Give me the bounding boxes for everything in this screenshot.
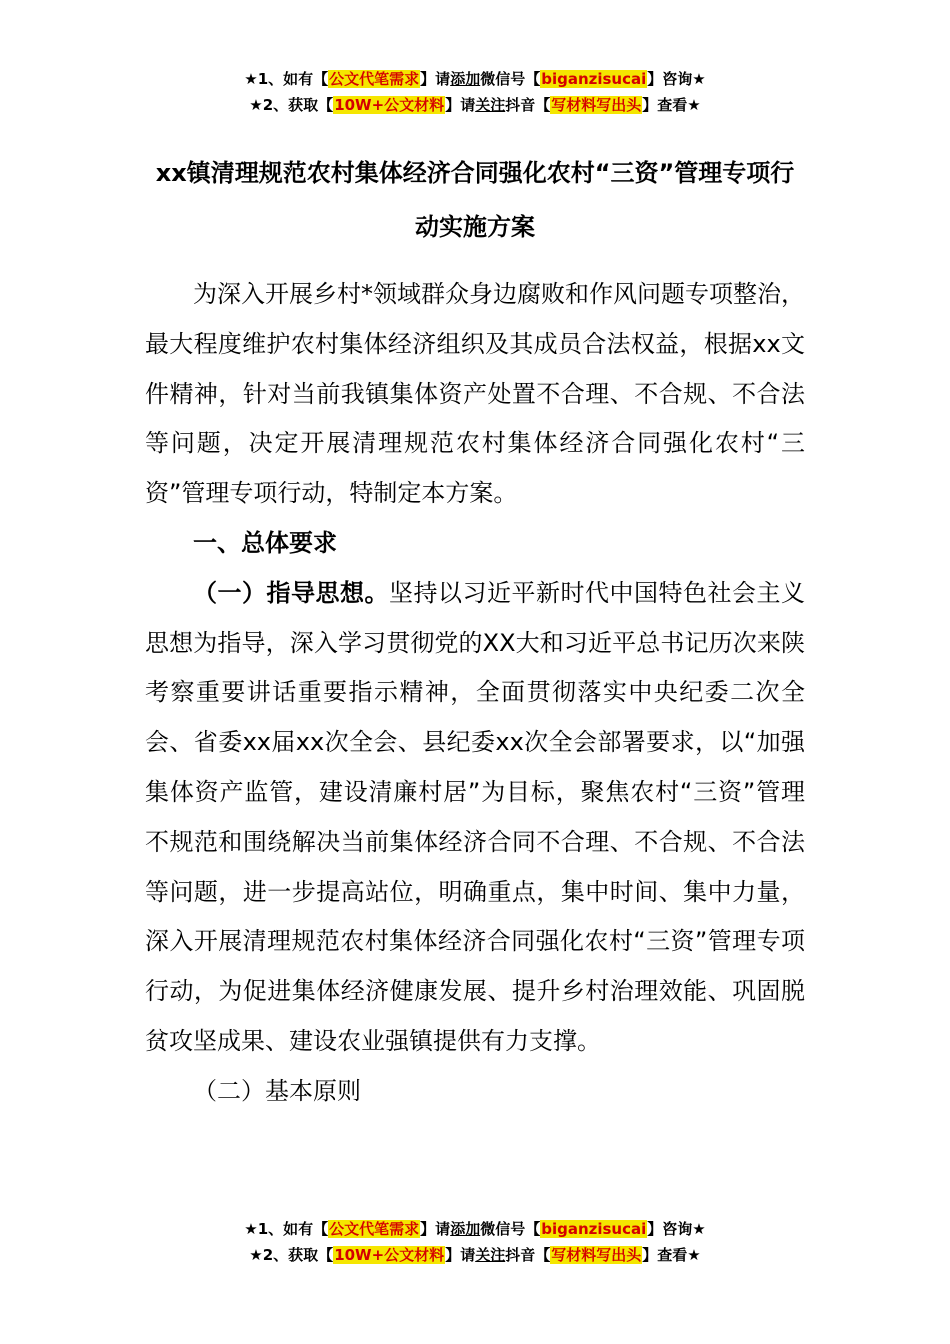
document-body	[145, 270, 805, 1117]
banner-highlight: 公文代笔需求	[329, 70, 420, 88]
banner-text: 】查看★	[642, 1246, 701, 1264]
banner-underline: 关注	[475, 1246, 506, 1264]
section-heading: 一、总体要求	[193, 528, 337, 557]
banner-underline: 添加	[450, 70, 481, 88]
banner-text: ★2、获取【	[249, 1246, 334, 1264]
guiding-thought-paragraph	[145, 569, 805, 1067]
paragraph-text: 坚持以习近平新时代中国特色社会主义思想为指导，深入学习贯彻党的XX大和习近平总书记历次来陕考察重要讲话重要指示精神，全面贯彻落实中央纪委二次全会、省委xx届xx次全会、县纪委xx次全会部署要求，以“加强集体资产监管，建设清廉村居”为目标，聚焦农村“三资”管理不规范和围绕解决当前集体经济合同不合理、不合规、不合法等问题，进一步提高站位，明确重点，集中时间、集中力量，深入开展清理规范农村集体经济合同强化农村“三资”管理专项行动，为促进集体经济健康发展、提升乡村治理效能、巩固脱贫攻坚成果、建设农业强镇提供有力支撑。	[145, 578, 805, 1055]
banner-text: ★2、获取【	[249, 96, 334, 114]
banner-highlight: 公文代笔需求	[329, 1220, 420, 1238]
banner-highlight: 10W+公文材料	[334, 96, 445, 114]
banner-text: 】请	[420, 70, 451, 88]
intro-paragraph: 为深入开展乡村*领域群众身边腐败和作风问题专项整治，最大程度维护农村集体经济组织及其成员合法权益，根据xx文件精神，针对当前我镇集体资产处置不合理、不合规、不合法等问题，决定开展清理规范农村集体经济合同强化农村“三资”管理专项行动，特制定本方案。	[145, 280, 805, 508]
document-title: xx镇清理规范农村集体经济合同强化农村“三资”管理专项行动实施方案	[155, 159, 795, 241]
banner-underline: 添加	[450, 1220, 481, 1238]
banner-highlight: 写材料写出头	[551, 96, 642, 114]
banner-text: 抖音【	[505, 96, 551, 114]
banner-line-2	[0, 1242, 950, 1268]
banner-text: 抖音【	[505, 1246, 551, 1264]
footer-banner	[0, 1216, 950, 1268]
banner-text: 】查看★	[642, 96, 701, 114]
banner-text: 微信号【	[480, 70, 541, 88]
banner-text: 微信号【	[480, 1220, 541, 1238]
banner-line-2	[0, 92, 950, 118]
banner-line-1	[0, 1216, 950, 1242]
banner-highlight: biganzisucai	[541, 70, 647, 88]
banner-highlight: 写材料写出头	[551, 1246, 642, 1264]
banner-text: 】请	[445, 96, 476, 114]
banner-text: 】请	[420, 1220, 451, 1238]
banner-text: ★1、如有【	[244, 1220, 329, 1238]
subsection-heading: （一）指导思想。	[193, 578, 389, 607]
banner-text: 】咨询★	[647, 1220, 706, 1238]
banner-underline: 关注	[475, 96, 506, 114]
banner-text: 】咨询★	[647, 70, 706, 88]
banner-highlight: biganzisucai	[541, 1220, 647, 1238]
header-banner	[0, 66, 950, 118]
subsection-heading-basic-principles: （二）基本原则	[193, 1076, 361, 1105]
banner-highlight: 10W+公文材料	[334, 1246, 445, 1264]
banner-text: 】请	[445, 1246, 476, 1264]
banner-line-1	[0, 66, 950, 92]
banner-text: ★1、如有【	[244, 70, 329, 88]
